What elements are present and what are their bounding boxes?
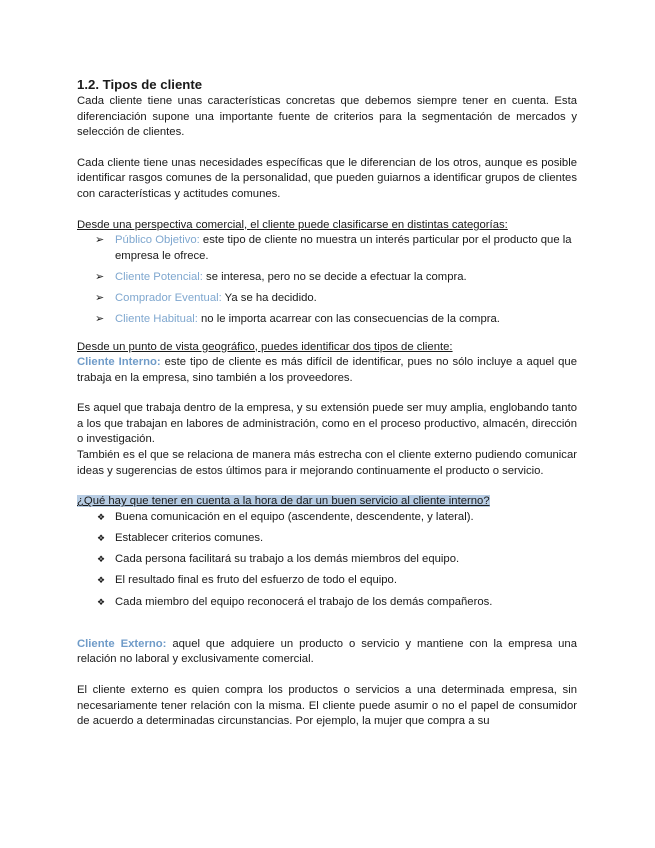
- list-item: [77, 312, 577, 328]
- diamond-bullet-icon: ❖: [97, 596, 106, 607]
- paragraph-external: [77, 637, 577, 668]
- diamond-bullet-icon: ❖: [97, 533, 106, 544]
- list-item: [77, 291, 577, 307]
- term-cliente-potencial: Cliente Potencial:: [115, 270, 203, 283]
- question-list: [77, 510, 577, 610]
- arrow-bullet-icon: ➢: [95, 313, 105, 326]
- list-item: [77, 510, 577, 526]
- internal-text: este tipo de cliente es más difícil de identificar, pues no sólo incluye a aquel que trabaja en la empresa, sino también a los proveedores.: [77, 356, 577, 384]
- list-item: [77, 531, 577, 547]
- term-publico-objetivo: Público Objetivo:: [115, 234, 200, 247]
- paragraph-external-detail: El cliente externo es quien compra los productos o servicios a una determinada empresa, sin necesariamente tener relación con la misma. El cliente puede asumir o no el papel de consumidor de acuerdo a determinadas circunstancias. Por ejemplo, la mujer que compra a su: [77, 683, 577, 728]
- term-cliente-interno: Cliente Interno:: [77, 356, 161, 369]
- term-cliente-externo: Cliente Externo:: [77, 637, 167, 650]
- item-text: se interesa, pero no se decide a efectuar la compra.: [202, 270, 467, 283]
- item-text: no le importa acarrear con las consecuencias de la compra.: [197, 313, 500, 326]
- commercial-heading: Desde una perspectiva comercial, el cliente puede clasificarse en distintas categorías:: [77, 218, 508, 231]
- paragraph-internal: [77, 355, 577, 386]
- item-text: Establecer criterios comunes.: [115, 532, 264, 545]
- list-item: [77, 270, 577, 286]
- item-text: Buena comunicación en el equipo (ascendente, descendente, y lateral).: [115, 510, 474, 523]
- arrow-bullet-icon: ➢: [95, 292, 105, 305]
- item-text: Cada persona facilitará su trabajo a los demás miembros del equipo.: [115, 553, 460, 566]
- list-item: [77, 573, 577, 589]
- diamond-bullet-icon: ❖: [97, 575, 106, 586]
- paragraph-intro: Cada cliente tiene unas características concretas que debemos siempre tener en cuenta. Esta diferenciación supone una importante fuente de criterios para la segmentación de mercados y selección de clientes.: [77, 95, 577, 139]
- section-title: 1.2. Tipos de cliente: [77, 77, 203, 92]
- term-comprador-eventual: Comprador Eventual:: [115, 292, 222, 305]
- geographic-heading: Desde un punto de vista geográfico, puedes identificar dos tipos de cliente:: [77, 340, 453, 353]
- list-item: [77, 233, 577, 264]
- item-text: Ya se ha decidido.: [221, 292, 317, 305]
- arrow-bullet-icon: ➢: [95, 270, 105, 283]
- diamond-bullet-icon: ❖: [97, 511, 106, 522]
- item-text: El resultado final es fruto del esfuerzo de todo el equipo.: [115, 574, 397, 587]
- diamond-bullet-icon: ❖: [97, 554, 106, 565]
- commercial-list: [77, 233, 577, 328]
- external-text: aquel que adquiere un producto o servicio y mantiene con la empresa una relación no laboral y exclusivamente comercial.: [77, 637, 578, 666]
- list-item: [77, 552, 577, 568]
- arrow-bullet-icon: ➢: [95, 234, 105, 247]
- document-content: [77, 76, 577, 730]
- item-text: Cada miembro del equipo reconocerá el trabajo de los demás compañeros.: [115, 595, 493, 608]
- paragraph-internal-scope: Es aquel que trabaja dentro de la empresa, y su extensión puede ser muy amplia, englobando tanto a los que trabajan en labores de administración, como en el proceso productivo, almacén, dirección o investigación.: [77, 402, 577, 446]
- highlighted-question: ¿Qué hay que tener en cuenta a la hora de dar un buen servicio al cliente interno?: [77, 495, 490, 508]
- paragraph-needs: Cada cliente tiene unas necesidades específicas que le diferencian de los otros, aunque es posible identificar rasgos comunes de la personalidad, que pueden guiarnos a identificar grupos de clientes con características y actitudes comunes.: [77, 156, 577, 200]
- list-item: [77, 595, 577, 611]
- term-cliente-habitual: Cliente Habitual:: [115, 313, 198, 326]
- item-text: este tipo de cliente no muestra un interés particular por el producto que la empresa le ofrece.: [115, 234, 572, 262]
- paragraph-internal-relation: También es el que se relaciona de manera más estrecha con el cliente externo pudiendo comunicar ideas y sugerencias de estos últimos para ir mejorando continuamente el producto o servicio.: [77, 449, 577, 477]
- question-heading: [77, 494, 577, 510]
